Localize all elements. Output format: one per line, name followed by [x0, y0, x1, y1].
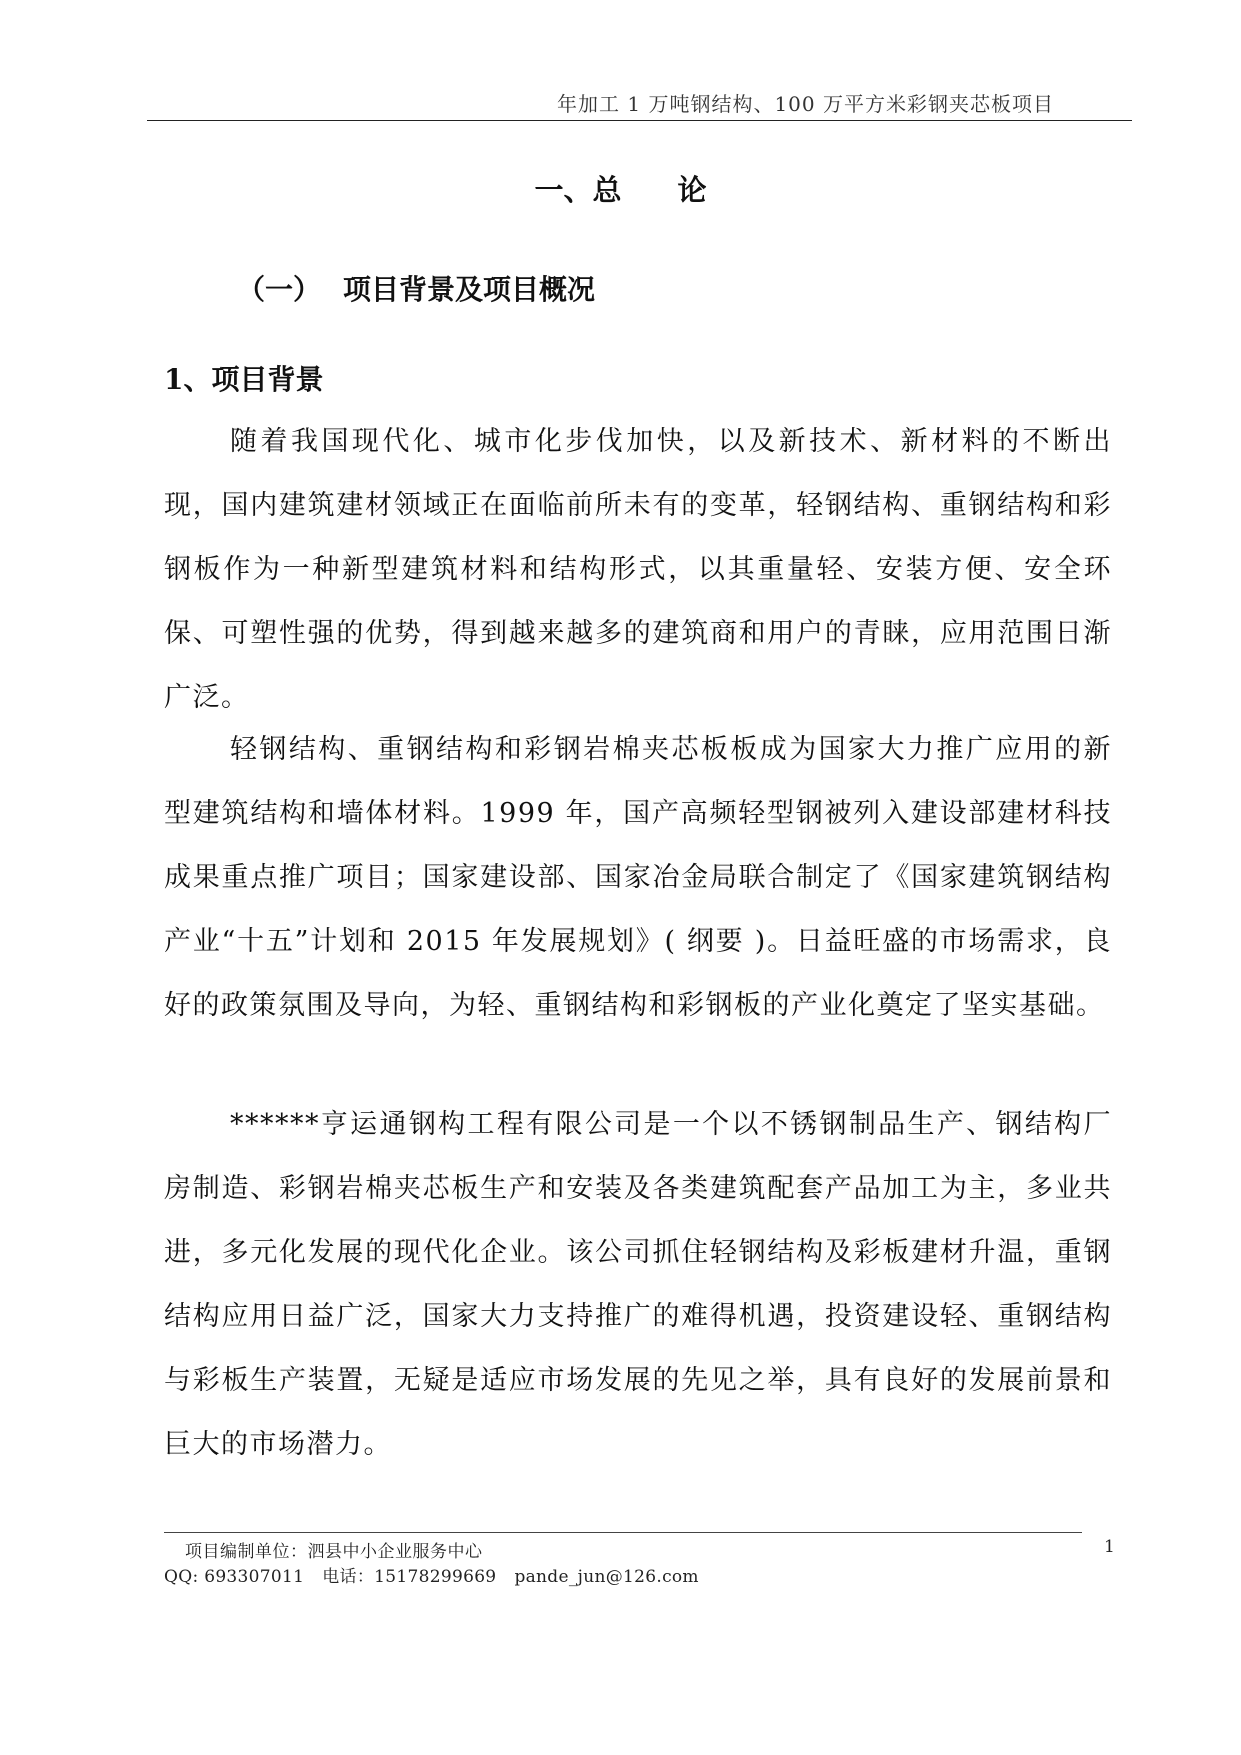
footer-email: pande_jun@126.com: [514, 1567, 699, 1587]
footer-contact: [164, 1562, 717, 1587]
body-paragraph: ******亨运通钢构工程有限公司是一个以不锈钢制品生产、钢结构厂房制造、彩钢岩棉夹芯板生产和安装及各类建筑配套产品加工为主，多业共进，多元化发展的现代化企业。该公司抓住轻钢结构及彩板建材升温，重钢结构应用日益广泛，国家大力支持推广的难得机遇，投资建设轻、重钢结构与彩板生产装置，无疑是适应市场发展的先见之举，具有良好的发展前景和巨大的市场潜力。: [164, 1109, 1112, 1460]
section-number: （一）: [237, 273, 322, 306]
page-number: 1: [1104, 1537, 1115, 1557]
subsection-heading: 1、项目背景: [164, 363, 324, 396]
footer-phone: 电话：15178299669: [322, 1567, 497, 1587]
body-paragraph: 轻钢结构、重钢结构和彩钢岩棉夹芯板板成为国家大力推广应用的新型建筑结构和墙体材料。1999 年，国产高频轻型钢被列入建设部建材科技成果重点推广项目；国家建设部、国家冶金局联合制定了《国家建筑钢结构产业“十五”计划和 2015 年发展规划》( 纲要 )。日益旺盛的市场需求，良好的政策氛围及导向，为轻、重钢结构和彩钢板的产业化奠定了坚实基础。: [164, 734, 1112, 1021]
footer-rule: [164, 1532, 1082, 1533]
section-heading: [237, 272, 595, 308]
section-title: 项目背景及项目概况: [343, 273, 596, 306]
body-paragraph: 随着我国现代化、城市化步伐加快，以及新技术、新材料的不断出现，国内建筑建材领域正在面临前所未有的变革，轻钢结构、重钢结构和彩钢板作为一种新型建筑材料和结构形式，以其重量轻、安装方便、安全环保、可塑性强的优势，得到越来越多的建筑商和用户的青睐，应用范围日渐广泛。: [164, 426, 1112, 713]
footer-qq: QQ: 693307011: [164, 1567, 305, 1587]
chapter-title-part1: 一、总: [534, 173, 622, 207]
footer-unit: 项目编制单位：泗县中小企业服务中心: [185, 1542, 483, 1562]
chapter-title: [0, 172, 1241, 208]
chapter-title-part2: 论: [677, 173, 707, 207]
running-header: 年加工 1 万吨钢结构、100 万平方米彩钢夹芯板项目: [557, 92, 1054, 116]
header-rule: [147, 120, 1132, 121]
